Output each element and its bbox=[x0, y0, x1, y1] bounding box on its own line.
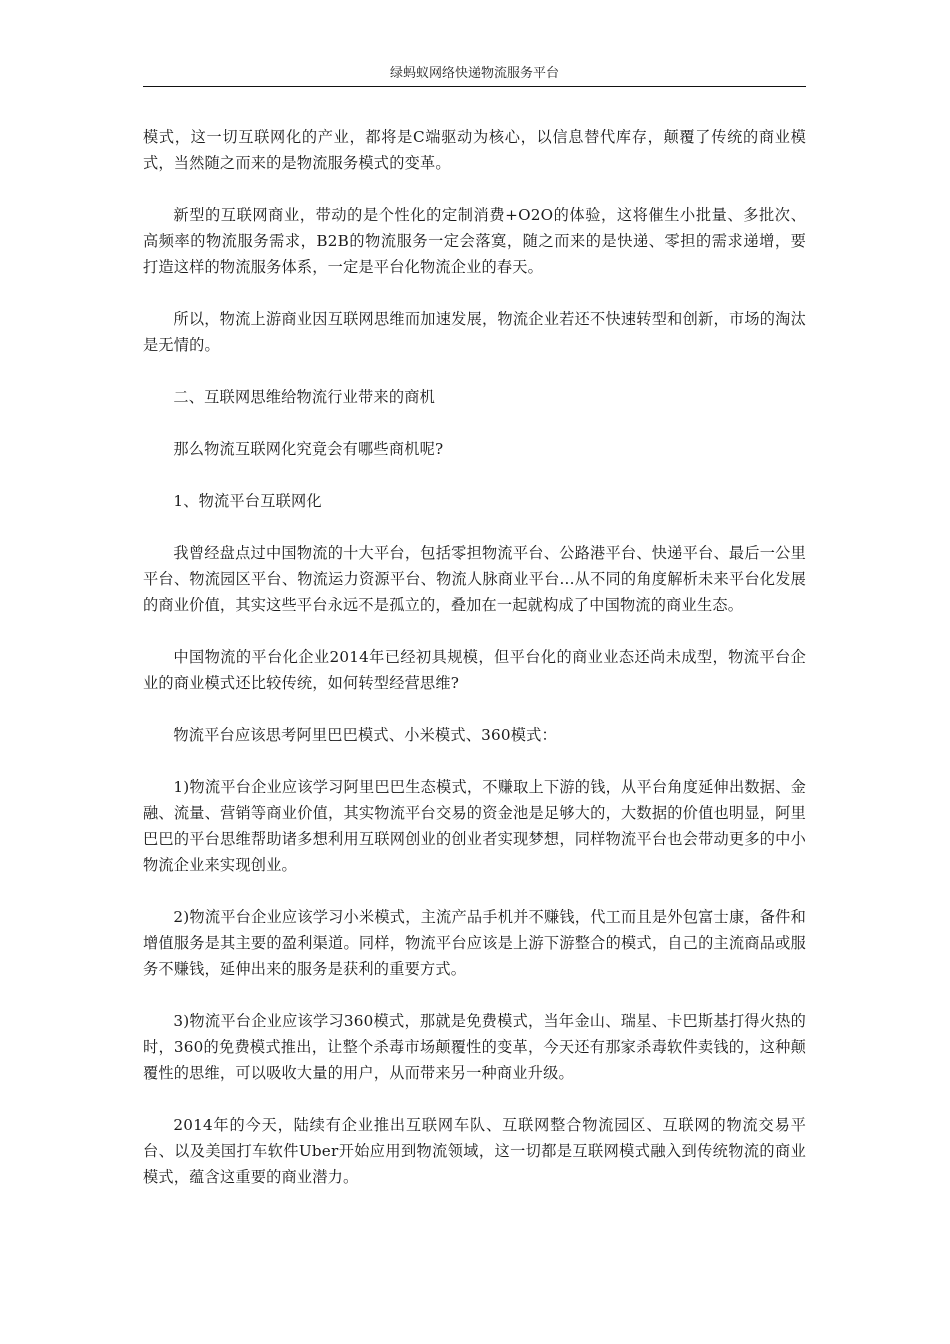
document-body bbox=[143, 124, 806, 1216]
list-item: 2)物流平台企业应该学习小米模式，主流产品手机并不赚钱，代工而且是外包富士康，备件和增值服务是其主要的盈利渠道。同样，物流平台应该是上游下游整合的模式，自己的主流商品或服务不赚钱，延伸出来的服务是获利的重要方式。 bbox=[143, 908, 806, 978]
subsection-heading: 1、物流平台互联网化 bbox=[173, 492, 322, 510]
paragraph: 我曾经盘点过中国物流的十大平台，包括零担物流平台、公路港平台、快递平台、最后一公里平台、物流园区平台、物流运力资源平台、物流人脉商业平台...从不同的角度解析未来平台化发展的商业价值，其实这些平台永远不是孤立的，叠加在一起就构成了中国物流的商业生态。 bbox=[143, 544, 806, 614]
paragraph: 所以，物流上游商业因互联网思维而加速发展，物流企业若还不快速转型和创新，市场的淘汰是无情的。 bbox=[143, 310, 806, 354]
section-heading: 二、互联网思维给物流行业带来的商机 bbox=[173, 388, 435, 406]
list-item: 1)物流平台企业应该学习阿里巴巴生态模式，不赚取上下游的钱，从平台角度延伸出数据、金融、流量、营销等商业价值，其实物流平台交易的资金池是足够大的，大数据的价值也明显，阿里巴巴的平台思维帮助诸多想利用互联网创业的创业者实现梦想，同样物流平台也会带动更多的中小物流企业来实现创业。 bbox=[143, 778, 806, 874]
paragraph: 中国物流的平台化企业2014年已经初具规模，但平台化的商业业态还尚未成型，物流平台企业的商业模式还比较传统，如何转型经营思维? bbox=[143, 648, 806, 692]
page-header-title: 绿蚂蚁网络快递物流服务平台 bbox=[389, 66, 559, 81]
list-item: 3)物流平台企业应该学习360模式，那就是免费模式，当年金山、瑞星、卡巴斯基打得火热的时，360的免费模式推出，让整个杀毒市场颠覆性的变革，今天还有那家杀毒软件卖钱的，这种颠覆性的思维，可以吸收大量的用户，从而带来另一种商业升级。 bbox=[143, 1012, 806, 1082]
header-divider bbox=[143, 86, 806, 87]
paragraph: 新型的互联网商业，带动的是个性化的定制消费+O2O的体验，这将催生小批量、多批次、高频率的物流服务需求，B2B的物流服务一定会落寞，随之而来的是快递、零担的需求递增，要打造这样的物流服务体系，一定是平台化物流企业的春天。 bbox=[143, 206, 806, 276]
paragraph: 那么物流互联网化究竟会有哪些商机呢? bbox=[173, 440, 444, 458]
paragraph-continuation: 模式，这一切互联网化的产业，都将是C端驱动为核心，以信息替代库存，颠覆了传统的商业模式，当然随之而来的是物流服务模式的变革。 bbox=[143, 128, 806, 172]
paragraph: 物流平台应该思考阿里巴巴模式、小米模式、360模式： bbox=[173, 726, 557, 744]
paragraph: 2014年的今天，陆续有企业推出互联网车队、互联网整合物流园区、互联网的物流交易平台、以及美国打车软件Uber开始应用到物流领域，这一切都是互联网模式融入到传统物流的商业模式，蕴含这重要的商业潜力。 bbox=[143, 1116, 806, 1186]
